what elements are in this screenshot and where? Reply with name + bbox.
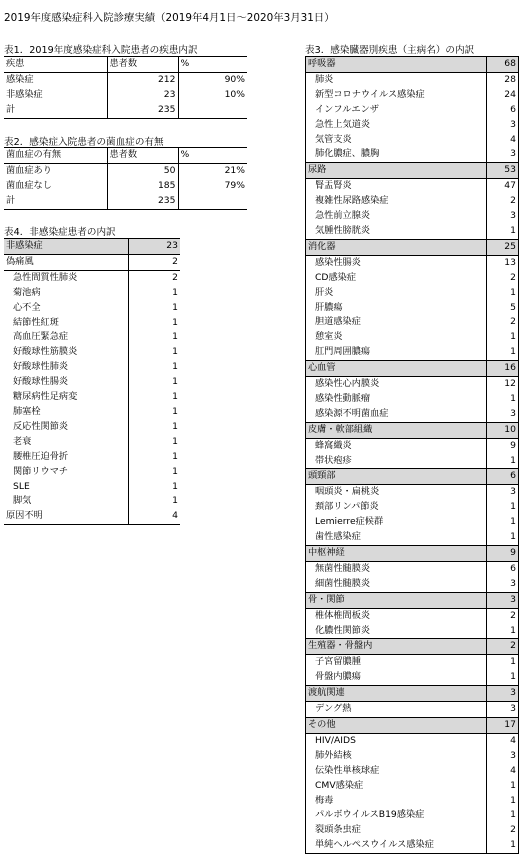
row-count: 235 [107,194,178,209]
table4-caption: 表4．非感染症患者の内訳 [4,227,116,238]
row-count: 1 [172,435,178,447]
table-row [4,179,247,194]
row-label: 新型コロナウイルス感染症 [306,88,487,103]
row-count: 1 [510,392,516,404]
table-row [306,794,519,809]
row-count: 1 [172,376,178,388]
table-row [306,330,519,345]
table-row [306,194,519,209]
table-row [306,624,519,639]
table-row [306,808,519,823]
row-count: 1 [172,286,178,298]
table-row [306,823,519,838]
row-count: 1 [172,495,178,507]
table-row [4,301,180,316]
table-group-row [306,686,519,702]
table4 [4,238,180,525]
table-row [306,438,519,453]
row-count: 6 [510,103,516,115]
table-row [4,405,180,420]
row-label: 中枢神経 [306,546,487,562]
row-count: 4 [510,764,516,776]
table-group-row [306,469,519,485]
table2-header-count: 患者数 [107,148,178,164]
table-row [306,345,519,360]
table-row [306,577,519,592]
row-label: 歯性感染症 [306,530,487,545]
row-label: 伝染性単核球症 [306,764,487,779]
row-label: 肺外結核 [306,749,487,764]
row-label: 化膿性関節炎 [306,624,487,639]
row-count: 2 [128,254,180,270]
table-row [306,500,519,515]
row-label: 梅毒 [306,794,487,809]
row-count: 2 [510,195,516,207]
table1-caption: 表1．2019年度感染症科入院患者の疾患内訳 [4,45,198,56]
row-pct [178,103,247,118]
table2-caption: 表2．感染症入院患者の菌血症の有無 [4,137,164,148]
row-label: 急性間質性肺炎 [4,270,128,285]
row-count: 23 [107,88,178,103]
row-count: 10 [487,422,519,438]
row-label: 菌血症あり [6,164,52,176]
table1 [4,56,247,119]
row-label: 偽痛風 [4,254,128,270]
table2-header-pct: % [178,148,247,164]
row-count: 4 [510,734,516,746]
table-row [4,465,180,480]
row-count: 3 [510,486,516,498]
row-label: 肝膿瘍 [306,301,487,316]
row-count: 1 [510,454,516,466]
row-pct: 10% [178,88,247,103]
row-count: 5 [510,301,516,313]
table-row [4,270,180,285]
table-row [306,88,519,103]
row-label: 高血圧緊急症 [4,330,128,345]
row-count: 9 [487,546,519,562]
row-label: 無菌性髄膜炎 [306,561,487,576]
row-count: 6 [510,562,516,574]
table-row [306,655,519,670]
row-count: 1 [172,465,178,477]
table1-header-disease: 疾患 [4,57,107,73]
table-group-row [306,57,519,73]
row-count: 235 [107,103,178,118]
table-row [4,494,180,509]
row-count: 1 [172,480,178,492]
row-count: 1 [510,516,516,528]
row-label: 咽頭炎・扁桃炎 [306,485,487,500]
row-label: 感染性心内膜炎 [306,377,487,392]
row-count: 1 [172,450,178,462]
row-count: 212 [107,72,178,87]
row-count: 1 [510,656,516,668]
table-row [306,561,519,576]
row-count: 185 [107,179,178,194]
row-count: 1 [172,405,178,417]
row-label: 帯状疱疹 [306,454,487,469]
row-label: 感染症 [6,73,34,85]
table1-header-count: 患者数 [107,57,178,73]
row-pct: 21% [178,163,247,178]
row-label: その他 [306,717,487,733]
table-row [306,779,519,794]
row-label: インフルエンザ [306,103,487,118]
table-row [306,118,519,133]
row-label: Lemierre症候群 [306,515,487,530]
row-label: 気管支炎 [306,133,487,148]
row-label: 心血管 [306,361,487,377]
table-row [306,377,519,392]
row-count: 1 [510,331,516,343]
table-row [306,392,519,407]
table-row [4,360,180,375]
row-label: CD感染症 [306,271,487,286]
row-count: 3 [510,749,516,761]
row-count: 4 [510,133,516,145]
row-label: HIV/AIDS [306,733,487,748]
row-label: CMV感染症 [306,779,487,794]
row-label: 腰椎圧迫骨折 [4,450,128,465]
row-count: 1 [172,346,178,358]
row-label: 反応性関節炎 [4,420,128,435]
table3-caption: 表3．感染臓器別疾患（主病名）の内訳 [305,45,475,56]
table-row [4,390,180,405]
row-count: 6 [487,469,519,485]
row-label: 骨・関節 [306,592,487,608]
row-count: 28 [504,73,516,85]
row-label: 胆道感染症 [306,315,487,330]
row-label: 好酸球性肺炎 [4,360,128,375]
row-count: 1 [172,361,178,373]
row-count: 1 [510,671,516,683]
row-label: 菌血症なし [6,179,52,191]
table-row [4,163,247,178]
row-label: 急性前立腺炎 [306,209,487,224]
row-label: 頭頸部 [306,469,487,485]
table-row [4,480,180,495]
row-count: 12 [504,378,516,390]
table-row [4,286,180,301]
row-label: 計 [4,194,107,209]
row-label: 好酸球性腸炎 [4,375,128,390]
row-label: 非感染症 [4,239,128,255]
row-count: 3 [510,210,516,222]
table-row [306,301,519,316]
table-row [306,670,519,685]
row-count: 16 [487,361,519,377]
table-group-row [306,422,519,438]
row-label: 椎体椎間板炎 [306,608,487,623]
row-label: 肺化膿症、膿胸 [306,147,487,162]
row-count: 50 [107,163,178,178]
row-label: 単純ヘルペスウイルス感染症 [306,838,487,853]
row-pct: 90% [178,72,247,87]
row-count: 24 [504,88,516,100]
row-label: 原因不明 [4,509,128,524]
table-group-row [306,717,519,733]
table-row [306,315,519,330]
row-label: 脚気 [4,494,128,509]
table-row [306,454,519,469]
table-row [306,530,519,545]
table-row [306,764,519,779]
table-row [306,407,519,422]
table-row [4,420,180,435]
table-row-total [4,194,247,209]
row-count: 1 [510,794,516,806]
table-row [4,450,180,465]
table-row [306,224,519,239]
row-label: 尿路 [306,163,487,179]
row-count: 1 [172,391,178,403]
table-row-total [4,103,247,118]
row-count: 1 [510,531,516,543]
row-label: 憩室炎 [306,330,487,345]
row-label: 消化器 [306,239,487,255]
row-count: 1 [510,501,516,513]
row-count: 1 [510,286,516,298]
table-row [306,702,519,718]
row-count: 3 [487,686,519,702]
row-label: 肛門周囲膿瘍 [306,345,487,360]
table-group-row [306,239,519,255]
row-count: 9 [510,439,516,451]
row-label: 皮膚・軟部組織 [306,422,487,438]
row-label: 呼吸器 [306,57,487,73]
table-group-row [4,239,180,255]
table-row [306,733,519,748]
table1-header-row [4,57,247,73]
row-label: 老衰 [4,435,128,450]
row-count: 25 [487,239,519,255]
row-label: 関節リウマチ [4,465,128,480]
table-row [306,179,519,194]
table-row [4,316,180,331]
table-row [4,88,247,103]
table-row [306,608,519,623]
row-label: 肺塞栓 [4,405,128,420]
row-label: 結節性紅斑 [4,316,128,331]
row-count: 3 [510,118,516,130]
table-row [306,72,519,87]
table-row [4,72,247,87]
table-row [306,749,519,764]
row-count: 1 [172,316,178,328]
row-label: 感染性動脈瘤 [306,392,487,407]
table-row [306,103,519,118]
row-count: 2 [510,271,516,283]
row-label: 骨盤内膿瘍 [306,670,487,685]
row-count: 68 [487,57,519,73]
row-label: 好酸球性筋膜炎 [4,345,128,360]
row-label: 急性上気道炎 [306,118,487,133]
table2 [4,147,247,210]
table-row [306,271,519,286]
row-count: 1 [510,839,516,851]
page-title: 2019年度感染症科入院診療実績（2019年4月1日〜2020年3月31日） [4,12,335,24]
row-label: 複雑性尿路感染症 [306,194,487,209]
table-row [306,485,519,500]
row-label: 心不全 [4,301,128,316]
row-label: 感染性腸炎 [306,255,487,270]
row-count: 3 [510,703,516,715]
row-count: 1 [510,224,516,236]
table-row [306,255,519,270]
table-group-row [306,163,519,179]
row-count: 3 [487,592,519,608]
row-label: 糖尿病性足病変 [4,390,128,405]
row-count: 3 [510,577,516,589]
row-count: 2 [487,639,519,655]
table2-header-row [4,148,247,164]
row-label: 渡航関連 [306,686,487,702]
row-count: 1 [172,331,178,343]
row-label: 肺炎 [306,72,487,87]
row-count: 1 [510,809,516,821]
table-group-row [306,546,519,562]
row-label: 裂頭条虫症 [306,823,487,838]
row-label: 菊池病 [4,286,128,301]
row-label: 頚部リンパ節炎 [306,500,487,515]
table-row [306,133,519,148]
table-row [4,435,180,450]
table-group-row [306,361,519,377]
row-count: 2 [510,316,516,328]
row-count: 1 [172,420,178,432]
table-row [4,375,180,390]
row-label: 細菌性髄膜炎 [306,577,487,592]
row-label: 子宮留膿腫 [306,655,487,670]
row-count: 2 [510,609,516,621]
row-count: 47 [504,180,516,192]
row-count: 17 [487,717,519,733]
row-count: 1 [510,624,516,636]
table-group-row [306,639,519,655]
row-count: 53 [487,163,519,179]
table-row [4,509,180,524]
table-row [4,345,180,360]
row-label: 肝炎 [306,286,487,301]
table-group-row [306,592,519,608]
table-row [4,330,180,345]
table1-header-pct: % [178,57,247,73]
row-label: 気腫性膀胱炎 [306,224,487,239]
row-label: 感染源不明菌血症 [306,407,487,422]
row-count: 2 [172,271,178,283]
row-count: 3 [510,148,516,160]
table-category-row [4,254,180,270]
row-label: 非感染症 [6,88,43,100]
row-label: 生殖器・骨盤内 [306,639,487,655]
row-label: 計 [4,103,107,118]
row-count: 3 [510,407,516,419]
row-count: 2 [510,824,516,836]
row-count: 1 [172,301,178,313]
table3 [305,56,519,854]
row-label: デング熱 [306,702,487,718]
row-label: SLE [4,480,128,495]
row-count: 4 [172,510,178,522]
row-count: 13 [504,256,516,268]
row-pct: 79% [178,179,247,194]
row-label: 蜂窩織炎 [306,438,487,453]
table-row [306,147,519,162]
table-row [306,209,519,224]
table-row [306,838,519,853]
table2-header-bacteremia: 菌血症の有無 [4,148,107,164]
row-count: 23 [128,239,180,255]
row-label: パルボウイルスB19感染症 [306,808,487,823]
table-row [306,515,519,530]
row-label: 腎盂腎炎 [306,179,487,194]
row-pct [178,194,247,209]
row-count: 1 [510,779,516,791]
row-count: 1 [510,346,516,358]
table-row [306,286,519,301]
